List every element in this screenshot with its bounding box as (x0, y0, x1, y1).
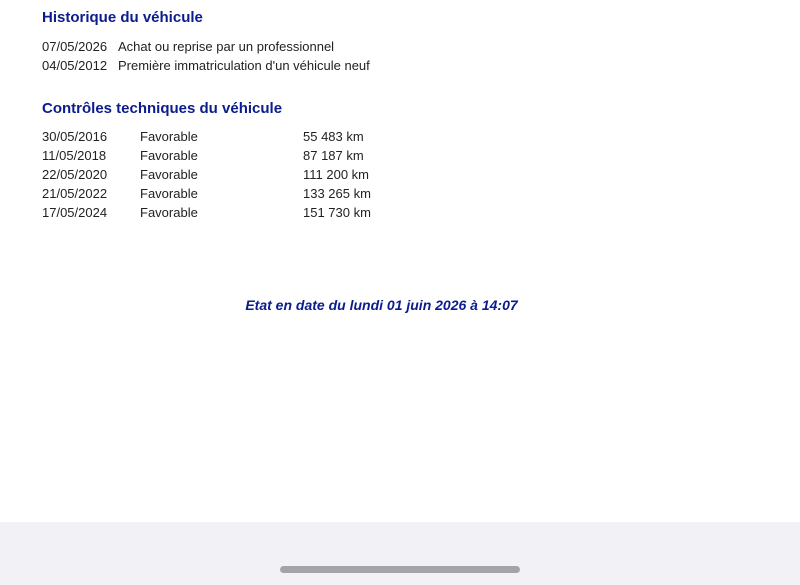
inspection-mileage: 87 187 km (303, 148, 364, 163)
bottom-bar (0, 522, 800, 585)
inspection-result: Favorable (140, 148, 198, 163)
inspections-table (42, 127, 423, 222)
table-row (42, 184, 423, 203)
inspection-mileage: 151 730 km (303, 205, 371, 220)
inspection-result: Favorable (140, 205, 198, 220)
status-timestamp: Etat en date du lundi 01 juin 2026 à 14:07 (245, 297, 518, 313)
history-entry-label: Première immatriculation d'un véhicule neuf (118, 58, 370, 73)
history-entry-label: Achat ou reprise par un professionnel (118, 39, 335, 54)
history-entry (42, 56, 370, 75)
inspection-date: 22/05/2020 (42, 167, 108, 182)
inspection-date: 11/05/2018 (42, 148, 107, 163)
inspection-mileage: 133 265 km (303, 186, 371, 201)
inspection-mileage: 55 483 km (303, 129, 364, 144)
history-list (42, 37, 370, 75)
inspection-result: Favorable (140, 129, 198, 144)
table-row (42, 165, 423, 184)
history-title: Historique du véhicule (42, 9, 203, 26)
table-row (42, 146, 423, 165)
inspection-date: 17/05/2024 (42, 205, 108, 220)
inspections-title: Contrôles techniques du véhicule (42, 100, 283, 117)
history-entry-date: 07/05/2026 (42, 39, 108, 54)
inspection-mileage: 111 200 km (303, 167, 370, 182)
home-indicator[interactable] (280, 566, 520, 573)
inspection-result: Favorable (140, 186, 198, 201)
inspection-date: 21/05/2022 (42, 186, 108, 201)
inspection-result: Favorable (140, 167, 198, 182)
inspection-date: 30/05/2016 (42, 129, 108, 144)
history-entry-date: 04/05/2012 (42, 58, 108, 73)
history-entry (42, 37, 370, 56)
table-row (42, 203, 423, 222)
table-row (42, 127, 423, 146)
